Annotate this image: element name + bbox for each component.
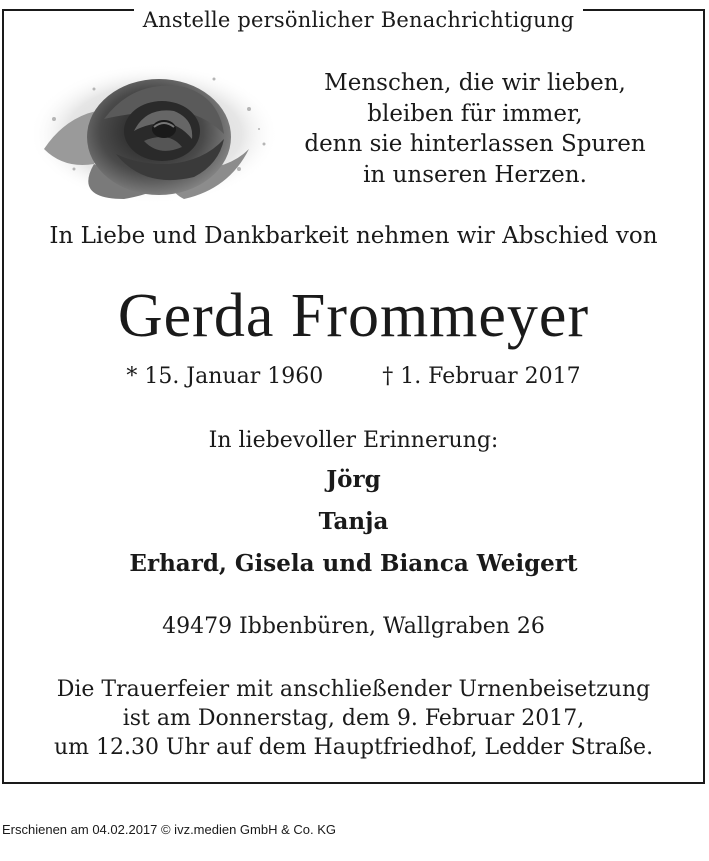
deceased-name: Gerda Frommeyer xyxy=(117,282,590,350)
mourner-name: Tanja xyxy=(318,508,389,535)
poem-line: denn sie hinterlassen Spuren xyxy=(304,131,646,157)
mourner-name: Erhard, Gisela und Bianca Weigert xyxy=(129,550,578,577)
mourner-name: Jörg xyxy=(326,466,381,493)
poem-line: in unseren Herzen. xyxy=(363,161,587,188)
poem xyxy=(304,68,646,190)
death-date: † 1. Februar 2017 xyxy=(382,364,581,389)
funeral-line: um 12.30 Uhr auf dem Hauptfriedhof, Ledder Straße. xyxy=(53,735,654,760)
poem-line: Menschen, die wir lieben, xyxy=(324,70,626,96)
life-dates xyxy=(4,364,703,389)
obituary-frame xyxy=(2,9,705,784)
intro-text: In Liebe und Dankbarkeit nehmen wir Abschied von xyxy=(49,223,658,249)
header-text: Anstelle persönlicher Benachrichtigung xyxy=(134,8,583,32)
rose-image xyxy=(34,49,284,209)
poem-line: bleiben für immer, xyxy=(367,100,583,127)
birth-date: * 15. Januar 1960 xyxy=(126,364,324,389)
funeral-details xyxy=(4,675,703,762)
funeral-line: Die Trauerfeier mit anschließender Urnenbeisetzung xyxy=(56,677,651,702)
funeral-line: ist am Donnerstag, dem 9. Februar 2017, xyxy=(122,706,585,731)
publication-footer: Erschienen am 04.02.2017 © ivz.medien GmbH & Co. KG xyxy=(2,822,337,837)
memory-label: In liebevoller Erinnerung: xyxy=(208,428,499,453)
address: 49479 Ibbenbüren, Wallgraben 26 xyxy=(162,614,545,639)
